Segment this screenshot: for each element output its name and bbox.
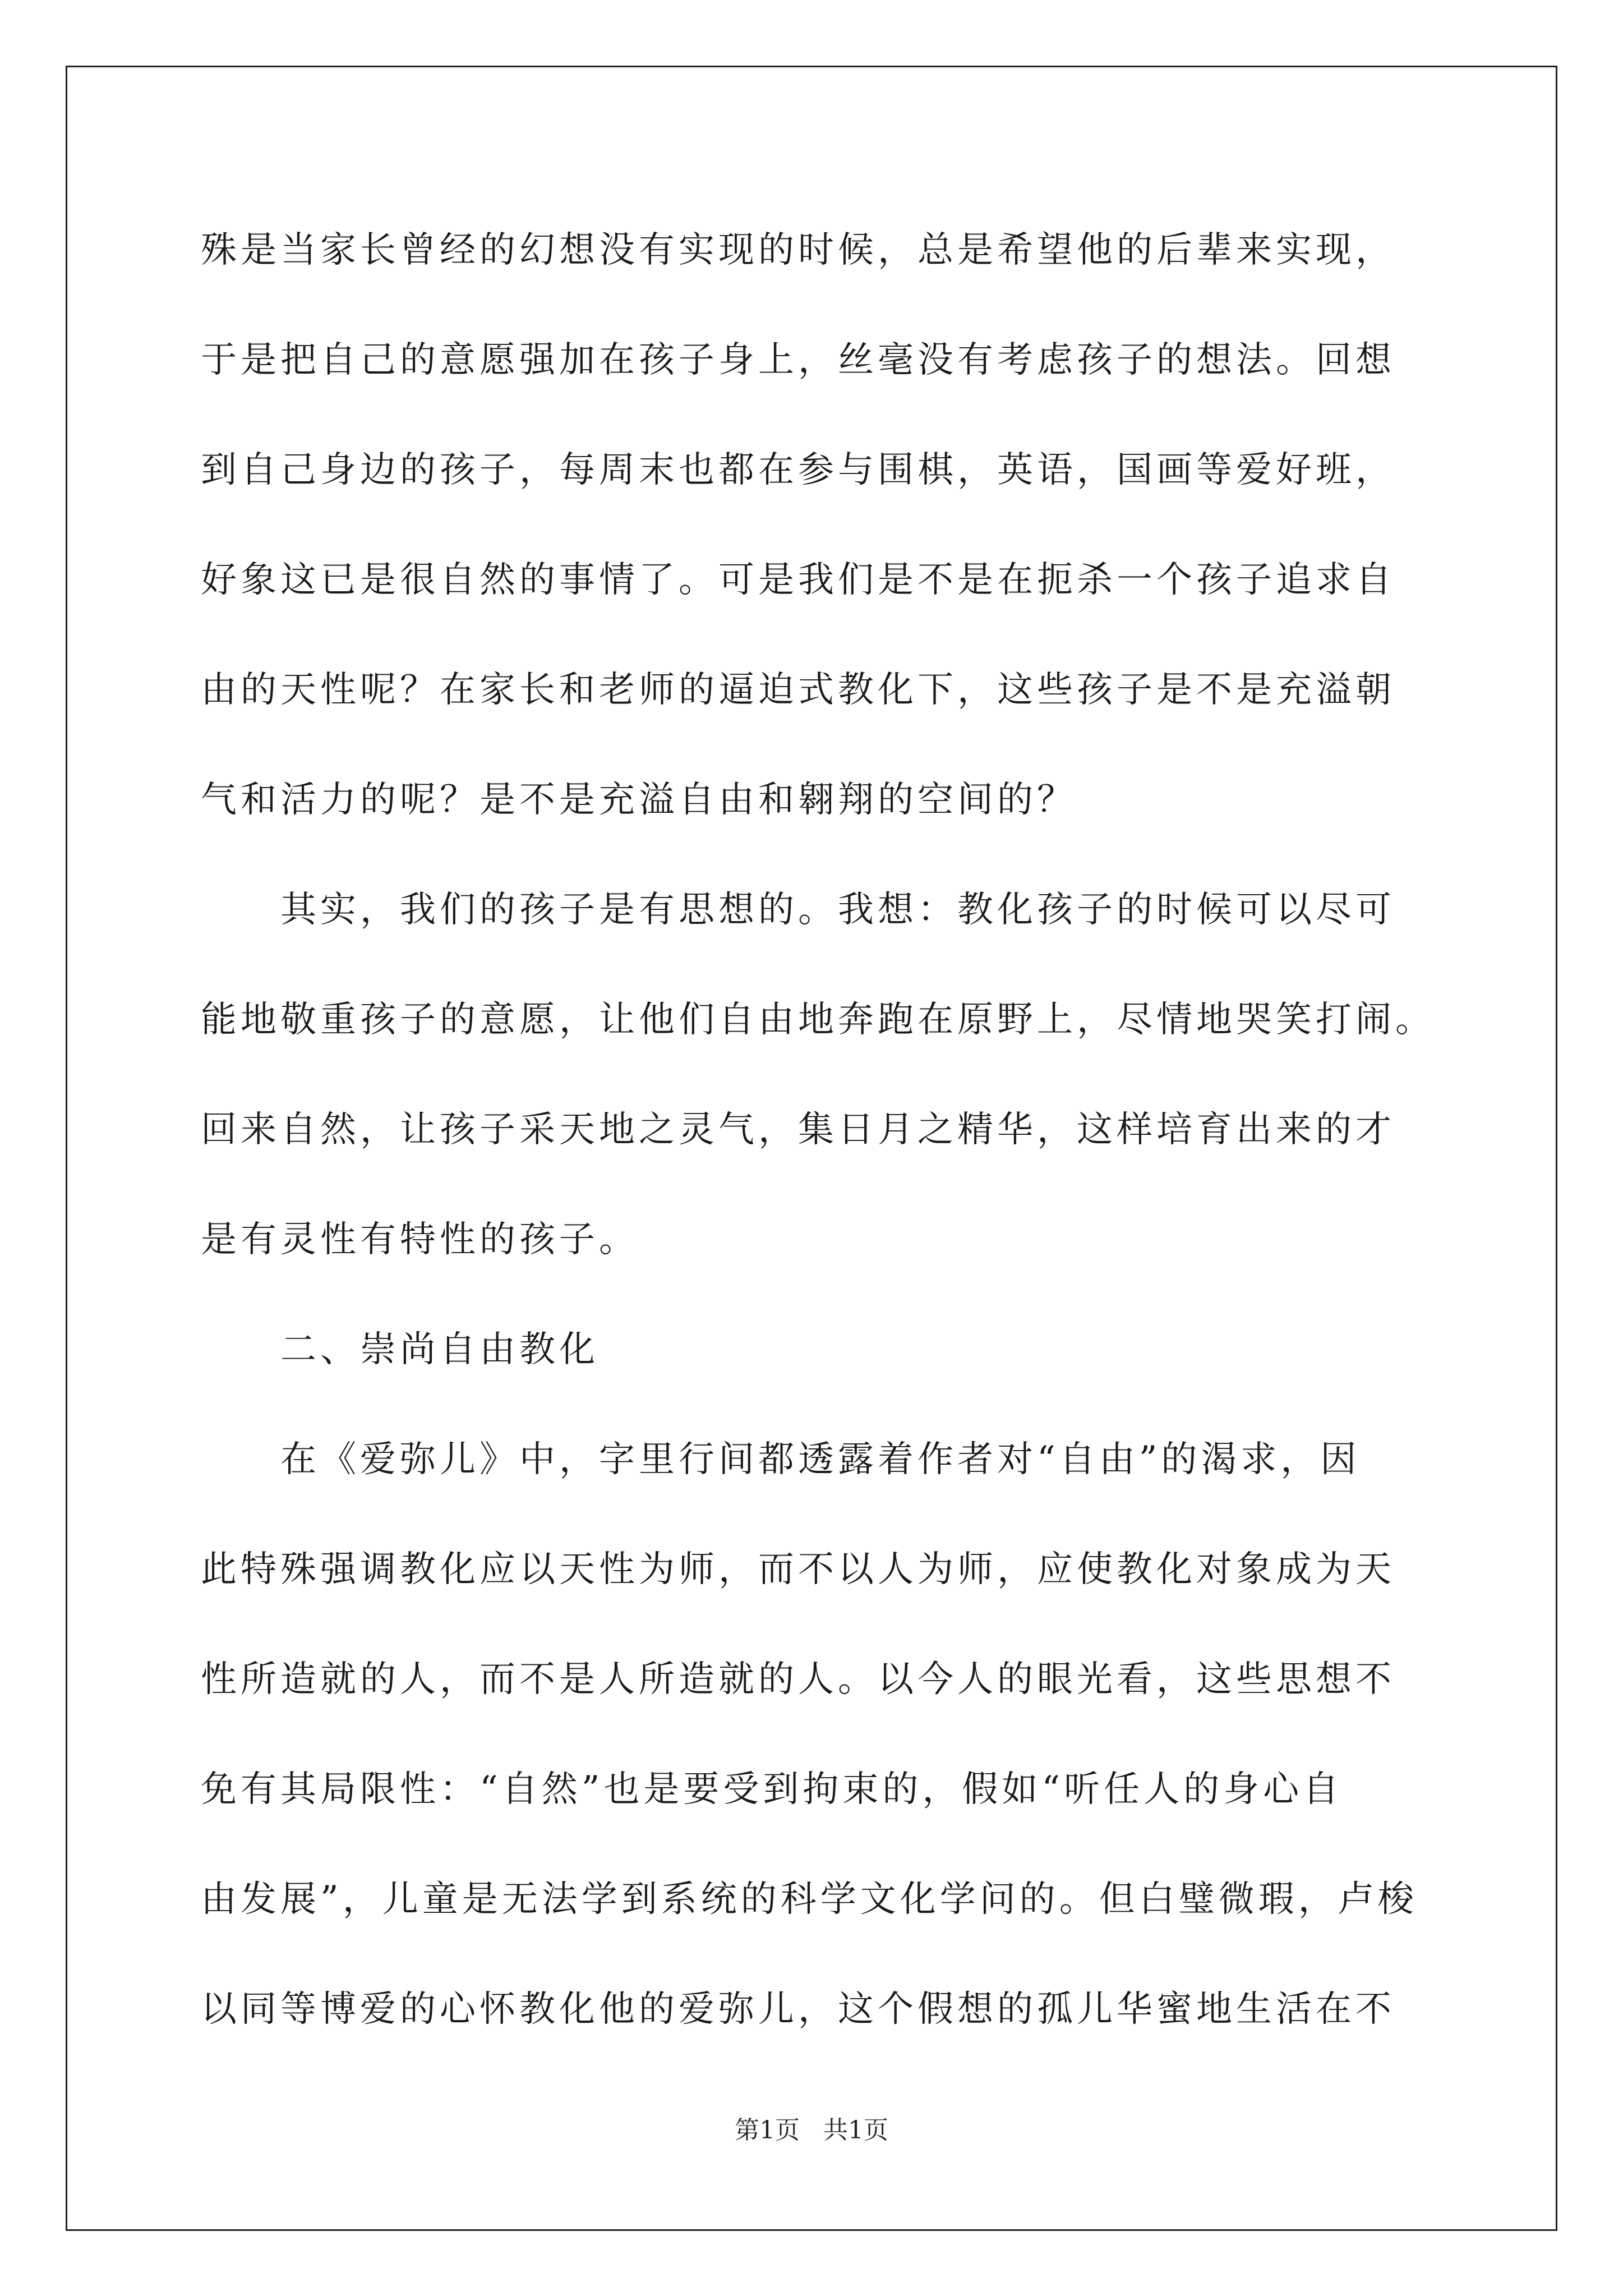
text-line: 好象这已是很自然的事情了。可是我们是不是在扼杀一个孩子追求自 [201, 559, 1395, 601]
text-line: 由的天性呢？在家长和老师的逼迫式教化下，这些孩子是不是充溢朝 [201, 669, 1395, 711]
text-line: 以同等博爱的心怀教化他的爱弥儿，这个假想的孤儿华蜜地生活在不 [201, 1989, 1395, 2030]
text-line: 到自己身边的孩子，每周末也都在参与围棋，英语，国画等爱好班， [201, 449, 1395, 491]
page-total: 共1页 [823, 2116, 888, 2145]
text-line: 免有其局限性：“自然”也是要受到拘束的，假如“听任人的身心自 [201, 1769, 1343, 1810]
section-heading: 二、崇尚自由教化 [201, 1329, 599, 1370]
text-line: 殊是当家长曾经的幻想没有实现的时候，总是希望他的后辈来实现， [201, 229, 1395, 271]
text-line: 此特殊强调教化应以天性为师，而不以人为师，应使教化对象成为天 [201, 1549, 1395, 1590]
page-footer [0, 2115, 1623, 2146]
text-line: 性所造就的人，而不是人所造就的人。以今人的眼光看，这些思想不 [201, 1659, 1395, 1700]
text-line: 其实，我们的孩子是有思想的。我想：教化孩子的时候可以尽可 [201, 889, 1395, 931]
text-line: 于是把自己的意愿强加在孩子身上，丝毫没有考虑孩子的想法。回想 [201, 339, 1395, 381]
text-line: 气和活力的呢？是不是充溢自由和翱翔的空间的？ [201, 779, 1077, 821]
text-line: 回来自然，让孩子采天地之灵气，集日月之精华，这样培育出来的才 [201, 1109, 1395, 1151]
text-line: 在《爱弥儿》中，字里行间都透露着作者对“自由”的渴求，因 [201, 1439, 1361, 1480]
page-number: 第1页 [735, 2116, 800, 2145]
text-line: 能地敬重孩子的意愿，让他们自由地奔跑在原野上，尽情地哭笑打闹。 [201, 999, 1435, 1041]
text-line: 是有灵性有特性的孩子。 [201, 1219, 639, 1260]
text-line: 由发展”，儿童是无法学到系统的科学文化学问的。但白璧微瑕，卢梭 [201, 1879, 1418, 1920]
